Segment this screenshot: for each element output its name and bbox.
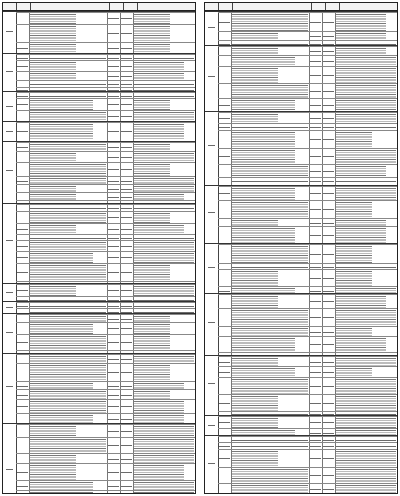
table-section — [205, 243, 397, 294]
table-cell — [335, 13, 397, 32]
header-cell — [17, 3, 31, 10]
table-row — [218, 377, 397, 395]
header-cell — [124, 3, 138, 10]
table-cell — [335, 484, 397, 494]
table-cell — [322, 295, 336, 309]
table-row — [218, 177, 397, 185]
table-row — [16, 363, 195, 382]
table-section — [205, 111, 397, 186]
header-cell — [312, 3, 326, 10]
table-cell — [309, 378, 323, 395]
table-cell — [322, 201, 336, 219]
table-section — [3, 53, 195, 92]
header-cell — [3, 3, 17, 10]
table-cell — [231, 84, 310, 99]
table-row — [218, 12, 397, 32]
table-cell — [309, 395, 323, 412]
table-cell — [335, 395, 397, 412]
header-cell — [205, 3, 219, 10]
table-cell — [231, 149, 310, 165]
table-section — [3, 11, 195, 54]
table-cell — [335, 450, 397, 468]
table-cell — [29, 163, 108, 177]
table-cell — [120, 25, 134, 43]
table-cell — [335, 245, 397, 264]
table-cell — [322, 13, 336, 32]
table-cell — [29, 400, 108, 414]
table-cell — [218, 67, 232, 84]
table-cell — [107, 464, 121, 481]
table-cell — [16, 438, 30, 454]
table-cell — [218, 337, 232, 353]
table-cell — [309, 468, 323, 484]
table-row — [218, 483, 397, 494]
section-label — [3, 204, 17, 284]
table-row — [218, 269, 397, 287]
section-label — [205, 12, 219, 46]
table-cell — [16, 163, 30, 177]
table-cell — [218, 295, 232, 309]
table-cell — [218, 13, 232, 32]
table-cell — [231, 245, 310, 264]
table-cell — [120, 491, 134, 494]
table-cell — [322, 378, 336, 395]
table-cell — [309, 131, 323, 149]
table-cell — [322, 468, 336, 484]
table-row — [218, 66, 397, 84]
table-cell — [322, 484, 336, 494]
table-cell — [29, 264, 108, 282]
table-row — [16, 463, 195, 481]
table-cell — [133, 163, 195, 177]
header-cell — [31, 3, 110, 10]
table-cell — [29, 364, 108, 382]
table-cell — [231, 270, 310, 287]
table-row — [16, 424, 195, 438]
section-label — [205, 112, 219, 186]
table-cell — [218, 131, 232, 149]
table-row — [218, 83, 397, 99]
section-label — [205, 46, 219, 112]
table-cell — [16, 25, 30, 43]
section-label — [3, 54, 17, 92]
table-cell — [322, 178, 336, 185]
table-row — [218, 394, 397, 412]
table-cell — [231, 395, 310, 412]
table-section — [3, 121, 195, 142]
table-cell — [107, 364, 121, 382]
table-row — [16, 122, 195, 141]
table-cell — [120, 438, 134, 454]
section-label — [3, 92, 17, 122]
table-header — [205, 3, 397, 11]
table-cell — [309, 309, 323, 327]
table-cell — [218, 270, 232, 287]
table-body — [205, 11, 397, 494]
table-cell — [120, 335, 134, 351]
table-cell — [218, 378, 232, 395]
table-cell — [218, 450, 232, 468]
table-cell — [107, 438, 121, 454]
table-row — [218, 164, 397, 178]
section-label — [205, 186, 219, 244]
section-label — [3, 12, 17, 54]
table-row — [16, 334, 195, 351]
table-section — [3, 313, 195, 354]
table-cell — [218, 178, 232, 185]
table-cell — [107, 400, 121, 414]
table-cell — [218, 468, 232, 484]
table-cell — [309, 295, 323, 309]
table-row — [218, 449, 397, 468]
table-section — [205, 45, 397, 112]
table-cell — [335, 309, 397, 327]
table-cell — [133, 123, 195, 141]
table-cell — [309, 149, 323, 165]
table-cell — [218, 484, 232, 494]
table-cell — [218, 309, 232, 327]
table-cell — [218, 245, 232, 264]
table-row — [16, 437, 195, 454]
section-label — [3, 314, 17, 354]
table-cell — [120, 264, 134, 282]
table-header — [3, 3, 195, 11]
table-row — [218, 130, 397, 149]
table-cell — [231, 67, 310, 84]
table-cell — [231, 378, 310, 395]
table-row — [218, 308, 397, 327]
table-cell — [322, 149, 336, 165]
table-cell — [16, 364, 30, 382]
table-cell — [29, 335, 108, 351]
table-cell — [309, 270, 323, 287]
header-cell — [233, 3, 312, 10]
section-label — [3, 122, 17, 142]
table-cell — [16, 335, 30, 351]
table-cell — [309, 450, 323, 468]
section-label — [205, 294, 219, 356]
table-row — [16, 399, 195, 414]
table-cell — [322, 67, 336, 84]
table-page-left — [2, 2, 196, 494]
table-cell — [120, 123, 134, 141]
section-label — [3, 354, 17, 424]
table-cell — [133, 25, 195, 43]
table-cell — [231, 450, 310, 468]
section-label — [205, 356, 219, 416]
table-cell — [309, 245, 323, 264]
header-cell — [219, 3, 233, 10]
table-cell — [133, 335, 195, 351]
table-cell — [309, 337, 323, 353]
table-cell — [335, 131, 397, 149]
table-row — [16, 162, 195, 177]
table-section — [3, 423, 195, 494]
table-cell — [322, 395, 336, 412]
table-section — [205, 435, 397, 494]
table-cell — [218, 187, 232, 201]
table-cell — [231, 131, 310, 149]
section-label — [3, 142, 17, 204]
table-cell — [120, 400, 134, 414]
table-cell — [309, 484, 323, 494]
table-cell — [335, 468, 397, 484]
table-cell — [29, 25, 108, 43]
header-cell — [326, 3, 340, 10]
table-cell — [133, 464, 195, 481]
table-cell — [335, 187, 397, 201]
table-cell — [120, 464, 134, 481]
table-row — [218, 186, 397, 201]
header-cell — [110, 3, 124, 10]
table-cell — [120, 364, 134, 382]
header-cell — [340, 3, 397, 10]
table-cell — [335, 67, 397, 84]
table-cell — [133, 491, 195, 494]
table-cell — [120, 163, 134, 177]
table-cell — [16, 123, 30, 141]
table-cell — [309, 187, 323, 201]
table-cell — [16, 264, 30, 282]
table-cell — [231, 484, 310, 494]
table-cell — [309, 13, 323, 32]
table-cell — [322, 245, 336, 264]
table-section — [205, 185, 397, 244]
table-cell — [322, 337, 336, 353]
table-cell — [107, 335, 121, 351]
table-cell — [107, 123, 121, 141]
table-cell — [231, 187, 310, 201]
table-cell — [16, 491, 30, 494]
table-cell — [335, 337, 397, 353]
table-section — [3, 353, 195, 424]
table-row — [218, 294, 397, 309]
table-cell — [231, 295, 310, 309]
table-section — [3, 91, 195, 122]
table-section — [3, 203, 195, 284]
section-label — [3, 424, 17, 494]
table-cell — [322, 309, 336, 327]
table-cell — [335, 149, 397, 165]
table-cell — [107, 163, 121, 177]
table-section — [3, 283, 195, 302]
section-label — [205, 416, 219, 436]
table-cell — [309, 84, 323, 99]
table-cell — [335, 295, 397, 309]
table-cell — [335, 201, 397, 219]
table-section — [205, 11, 397, 46]
table-cell — [133, 364, 195, 382]
table-cell — [133, 400, 195, 414]
table-row — [16, 24, 195, 43]
table-cell — [231, 468, 310, 484]
table-cell — [107, 264, 121, 282]
table-cell — [335, 270, 397, 287]
table-cell — [231, 13, 310, 32]
table-row — [218, 200, 397, 219]
table-cell — [231, 337, 310, 353]
table-cell — [16, 400, 30, 414]
table-cell — [133, 264, 195, 282]
table-row — [16, 263, 195, 282]
table-cell — [322, 187, 336, 201]
table-row — [218, 336, 397, 353]
table-row — [218, 467, 397, 484]
table-cell — [322, 84, 336, 99]
table-cell — [107, 25, 121, 43]
table-row — [16, 490, 195, 494]
table-cell — [322, 450, 336, 468]
table-cell — [218, 395, 232, 412]
table-section — [205, 415, 397, 436]
table-cell — [322, 131, 336, 149]
section-label — [205, 436, 219, 494]
table-section — [205, 355, 397, 416]
table-cell — [29, 123, 108, 141]
table-cell — [218, 84, 232, 99]
table-cell — [335, 378, 397, 395]
table-cell — [335, 84, 397, 99]
table-section — [205, 293, 397, 356]
table-page-right — [204, 2, 398, 494]
table-cell — [335, 178, 397, 185]
section-label — [3, 284, 17, 302]
table-cell — [322, 270, 336, 287]
table-body — [3, 11, 195, 494]
table-cell — [29, 438, 108, 454]
table-section — [3, 141, 195, 204]
table-cell — [231, 178, 310, 185]
table-cell — [29, 491, 108, 494]
table-cell — [29, 464, 108, 481]
table-row — [218, 148, 397, 165]
table-cell — [133, 438, 195, 454]
table-row — [218, 244, 397, 264]
section-label — [205, 244, 219, 294]
header-cell — [138, 3, 195, 10]
table-cell — [218, 201, 232, 219]
table-cell — [218, 149, 232, 165]
table-cell — [231, 201, 310, 219]
table-cell — [16, 464, 30, 481]
table-cell — [309, 178, 323, 185]
table-cell — [231, 309, 310, 327]
table-cell — [309, 201, 323, 219]
table-cell — [107, 491, 121, 494]
table-cell — [309, 67, 323, 84]
